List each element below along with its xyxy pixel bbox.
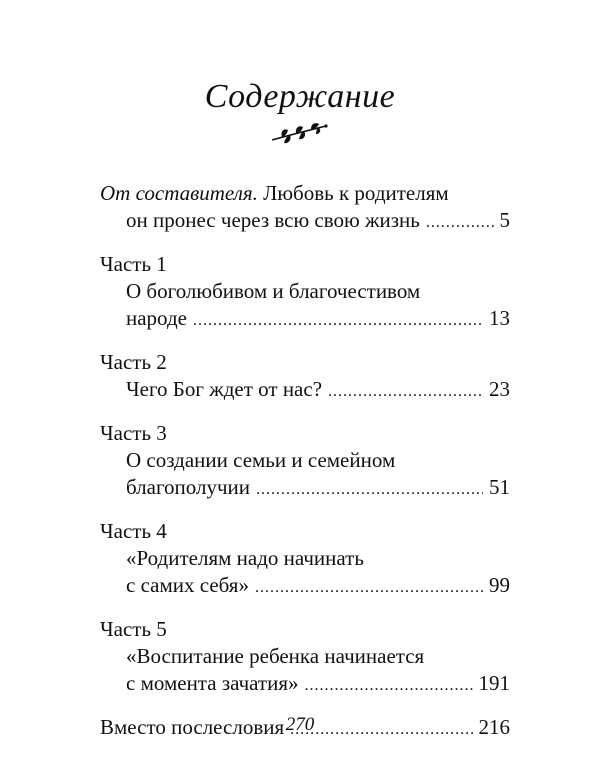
table-of-contents [100, 180, 510, 758]
toc-entry-first-line [100, 180, 510, 207]
toc-entry-part-4[interactable] [100, 518, 510, 601]
toc-page-number: 51 [489, 475, 510, 499]
toc-entry-last-line [100, 572, 510, 601]
toc-entry-text: с самих себя» [126, 573, 249, 597]
toc-entry-text: народе [126, 306, 187, 330]
toc-page-number: 216 [478, 715, 510, 739]
toc-entry-part-1[interactable] [100, 251, 510, 334]
dot-leader [426, 209, 494, 236]
dot-leader [328, 378, 483, 405]
toc-entry-last-line [100, 474, 510, 503]
toc-part-heading: Часть 1 [100, 252, 167, 276]
toc-entry-last-line [100, 376, 510, 405]
dot-leader [305, 672, 473, 699]
page-title: Содержание [204, 78, 396, 115]
olive-branch-icon [268, 118, 332, 148]
toc-entry-text: Вместо послесловия [100, 715, 285, 739]
toc-part-heading: Часть 3 [100, 421, 167, 445]
toc-page-number: 99 [489, 573, 510, 597]
toc-page-number: 23 [489, 377, 510, 401]
toc-entry-last-line [100, 305, 510, 334]
dot-leader [255, 574, 483, 601]
toc-entry-text: «Воспитание ребенка начинается [126, 644, 425, 668]
toc-part-heading: Часть 2 [100, 350, 167, 374]
toc-entry-text: он пронес через всю свою жизнь [126, 208, 420, 232]
toc-entry-lead-italic: От составителя. [100, 181, 258, 205]
toc-entry-text: Любовь к родителям [263, 181, 449, 205]
toc-entry-text: «Родителям надо начинать [126, 546, 364, 570]
toc-entry-part-3[interactable] [100, 420, 510, 503]
dot-leader [193, 307, 483, 334]
toc-entry-text: О боголюбивом и благочестивом [126, 279, 421, 303]
toc-part-heading: Часть 5 [100, 617, 167, 641]
toc-page-number: 5 [499, 208, 510, 232]
toc-entry-preface[interactable] [100, 180, 510, 236]
toc-entry-text: О создании семьи и семейном [126, 448, 396, 472]
toc-part-heading: Часть 4 [100, 519, 167, 543]
toc-entry-text: Чего Бог ждет от нас? [126, 377, 323, 401]
toc-entry-text: с момента зачатия» [126, 671, 299, 695]
toc-entry-text: благополучии [126, 475, 251, 499]
dot-leader [256, 476, 483, 503]
toc-entry-part-2[interactable] [100, 349, 510, 405]
toc-entry-part-5[interactable] [100, 616, 510, 699]
toc-entry-last-line [100, 670, 510, 699]
toc-entry-last-line [100, 207, 510, 236]
toc-page-number: 13 [489, 306, 510, 330]
page-number: 270 [285, 714, 315, 735]
toc-page-number: 191 [478, 671, 510, 695]
